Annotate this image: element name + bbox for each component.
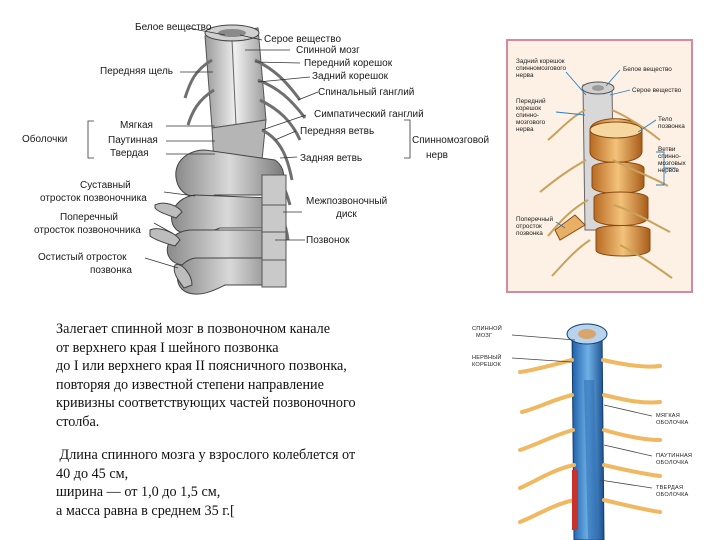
fig2-ant-root-4: мозгового [516,119,546,126]
fig3-dura-red [572,470,578,530]
label-sympathetic-ganglion: Симпатический ганглий [314,109,424,120]
label-anterior-fissure: Передняя щель [100,66,174,77]
label-spinous-1: Остистый отросток [38,252,127,263]
label-anterior-branch: Передняя ветвь [300,126,375,137]
fig3-root-1: НЕРВНЫЙ [472,355,502,361]
label-spinal-nerve-1: Спинномозговой [412,135,490,146]
fig2-post-root-1: Задний корешок [516,58,565,65]
label-gray-matter: Серое вещество [264,34,342,45]
fig2-transverse-3: позвонка [516,230,543,237]
fig2-ant-root-3: спинно- [516,112,539,119]
text-line: столба. [56,413,100,430]
label-posterior-branch: Задняя ветвь [300,153,363,164]
label-membranes: Оболочки [22,134,68,145]
fig2-branches-3: мозговых [658,160,686,167]
text-line: Залегает спинной мозг в позвоночном канале [56,321,331,337]
text-line: 40 до 45 см, [56,465,129,482]
fig3-pia-2: ОБОЛОЧКА [656,420,689,426]
fig3-cord-1: СПИННОЙ [472,326,502,332]
label-articular-1: Суставный [80,180,131,191]
fig2-gray-matter: Серое вещество [632,87,682,94]
fig2-transverse-1: Поперечный [516,216,554,223]
label-articular-2: отросток позвоночника [40,193,147,204]
text-line: кривизны соответствующих частей позвоночного [56,395,356,412]
text-line: до I или верхнего края II поясничного позвонка, [56,358,347,375]
label-arachnoid: Паутинная [108,135,158,146]
fig3-arachnoid-2: ОБОЛОЧКА [656,460,689,466]
label-spinal-nerve-2: нерв [426,150,448,161]
label-dura: Твердая [110,148,149,159]
fig3-pia-1: МЯГКАЯ [656,413,680,419]
text-line: а масса равна в среднем 35 г.[ [56,502,235,519]
fig3-arachnoid-1: ПАУТИННАЯ [656,453,693,459]
fig2-post-root-2: спинномозгового [516,65,567,72]
label-transverse-1: Поперечный [60,212,119,223]
label-disc-1: Межпозвоночный [306,196,388,207]
label-pia: Мягкая [120,120,153,131]
paragraph-location [56,320,356,432]
text-line: ширина — от 1,0 до 1,5 см, [56,484,221,501]
fig3-root-2: КОРЕШОК [472,362,502,368]
label-posterior-root: Задний корешок [312,71,389,82]
label-white-matter: Белое вещество [135,22,212,33]
fig2-body-1: Тело [658,116,673,123]
paragraph-dimensions [56,446,355,520]
text-line: повторяя до известной степени направление [56,376,324,393]
label-disc-2: диск [336,209,357,220]
fig2-post-root-3: нерва [516,72,534,79]
text-line: Длина спинного мозга у взрослого колеблется от [56,447,356,463]
label-spinal-ganglion: Спинальный ганглий [318,87,415,98]
fig3-cord-2: МОЗГ [476,333,493,339]
label-anterior-root: Передний корешок [304,58,393,69]
fig2-branches-1: Ветви [658,146,676,153]
fig2-transverse-2: отросток [516,223,542,230]
label-spinal-cord: Спинной мозг [296,45,360,56]
label-transverse-2: отросток позвоночника [34,225,141,236]
fig2-branches-2: спинно- [658,153,681,160]
text-line: от верхнего края I шейного позвонка [56,339,279,356]
fig3-dura-2: ОБОЛОЧКА [656,492,689,498]
fig2-ant-root-2: корешок [516,105,542,112]
label-spinous-2: позвонка [90,265,132,276]
label-vertebra: Позвонок [306,235,350,246]
fig2-white-matter: Белое вещество [623,66,672,73]
fig2-branches-4: нервов [658,167,679,174]
fig3-dura-1: ТВЕРДАЯ [656,485,684,491]
fig2-body-2: позвонка [658,123,685,130]
fig2-ant-root-1: Передний [516,98,546,105]
fig2-ant-root-5: нерва [516,126,534,133]
